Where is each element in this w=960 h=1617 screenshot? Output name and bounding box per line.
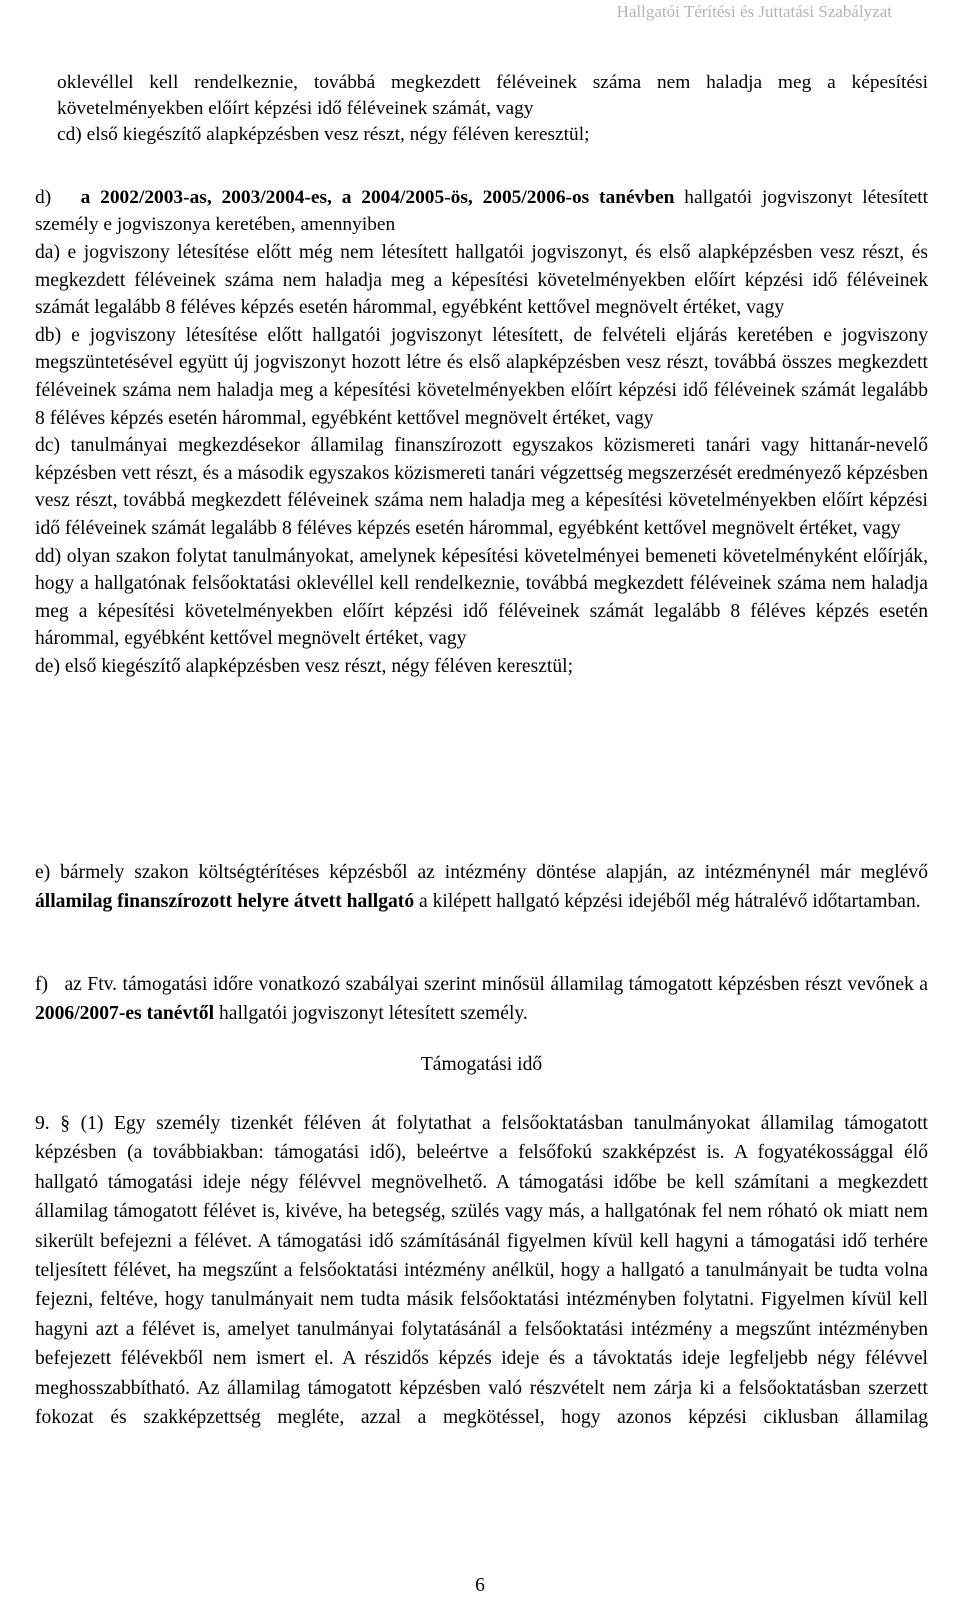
section-9 (35, 1109, 928, 1432)
item-e-bold: államilag finanszírozott helyre átvett hallgató (35, 891, 415, 912)
item-e-after: a kilépett hallgató képzési idejéből még hátralévő időtartamban. (414, 891, 921, 912)
item-f (35, 970, 928, 1028)
block-c-continuation (57, 70, 928, 148)
running-header: Hallgatói Térítési és Juttatási Szabályzat (616, 2, 892, 21)
item-f-after: hallgatói jogviszonyt létesített személy. (214, 1003, 528, 1024)
subitem-de: de) első kiegészítő alapképzésben vesz részt, négy féléven keresztül; (35, 655, 574, 677)
subitem-db: db) e jogviszony létesítése előtt hallgatói jogviszonyt létesített, de felvételi eljárás keretében e jogviszony megszüntetésével együtt új jogviszonyt hozott létre és első alapképzésben vesz részt, továbbá összes megkezdett féléveinek száma nem haladja meg a képesítési követelményekben előírt képzési idő féléveinek számát legalább 8 féléves képzés esetén hárommal, egyébként kettővel megnövelt értéket, vagy (35, 324, 928, 429)
paragraph-c-tail: oklevéllel kell rendelkeznie, továbbá megkezdett féléveinek száma nem haladja meg a képesítési követelményekben előírt képzési idő féléveinek számát, vagy (57, 72, 928, 119)
item-d-label: d) (35, 187, 52, 208)
section-heading: Támogatási idő (420, 1054, 543, 1075)
page-number: 6 (475, 1575, 485, 1596)
item-d-subitems (35, 239, 928, 681)
item-d-rest: hallgatói jogviszonyt létesített személy e jogviszonya keretében, amennyiben (35, 187, 928, 235)
subitem-dc: dc) tanulmányai megkezdésekor államilag finanszírozott egyszakos közismereti tanári vagy hittanár-nevelő képzésben vett részt, és a második egyszakos közismereti tanári végzettség megszerzését eredményező képzésben vesz részt, továbbá megkezdett féléveinek száma nem haladja meg a képesítési követelményekben előírt képzési idő féléveinek számát legalább 8 féléves képzés esetén hárommal, egyébként kettővel megnövelt értéket, vagy (35, 435, 928, 539)
subitem-da: da) e jogviszony létesítése előtt még nem létesített hallgatói jogviszonyt, és első alapképzésben vesz részt, és megkezdett féléveinek száma nem haladja meg a képesítési követelményekben előírt képzési idő féléveinek számát legalább 8 féléves képzés esetén hárommal, egyébként kettővel megnövelt értéket, vagy (35, 242, 928, 319)
item-e-before: e) bármely szakon költségtérítéses képzésből az intézmény döntése alapján, az intézménynél már meglévő (35, 862, 928, 883)
section-9-paragraph: 9. § (1) Egy személy tizenkét féléven át folytathat a felsőoktatásban tanulmányokat államilag támogatott képzésben (a továbbiakban: támogatási idő), beleértve a felsőfokú szakképzést is. A fogyatékossággal élő hallgató támogatási ideje négy félévvel megnövelhető. A támogatási időbe be kell számítani a megkezdett államilag támogatott félévet is, kivéve, ha betegség, szülés vagy más, a hallgatónak fel nem róható ok miatt nem sikerült befejezni a félévet. A támogatási idő számításánál figyelmen kívül kell hagyni a támogatási idő terhére teljesített félévet, ha megszűnt a felsőoktatási intézmény anélkül, hogy a hallgató a tanulmányait be tudta volna fejezni, feltéve, hogy tanulmányait nem tudta másik felsőoktatási intézményben folytatni. Figyelmen kívül kell hagyni azt a félévet is, amelyet tanulmányai folytatásánál a felsőoktatási intézmény a megszűnt intézményben befejezett félévekből nem ismert el. A részidős képzés ideje és a távoktatás ideje legfeljebb négy félévvel meghosszabbítható. Az államilag támogatott képzésben való részvételt nem zárja ki a felsőoktatásban szerzett fokozat és szakképzettség megléte, azzal a megkötéssel, hogy azonos képzési ciklusban államilag (35, 1113, 928, 1429)
item-e-text (35, 858, 928, 916)
item-d (35, 184, 928, 238)
item-f-text (35, 970, 928, 1028)
item-e (35, 858, 928, 916)
item-f-before: f) az Ftv. támogatási időre vonatkozó szabályai szerint minősül államilag támogatott képzésben részt vevőnek a (35, 974, 928, 995)
item-d-bold-years: a 2002/2003-as, 2003/2004-es, a 2004/2005-ös, 2005/2006-os tanévben (80, 187, 675, 208)
item-d-text (35, 184, 928, 238)
subitem-dd: dd) olyan szakon folytat tanulmányokat, amelynek képesítési követelményei bemeneti követelményként előírják, hogy a hallgatónak felsőoktatási oklevéllel kell rendelkeznie, továbbá megkezdett féléveinek száma nem haladja meg a képesítési követelményekben előírt képzési idő féléveinek számát legalább 8 féléves képzés esetén hárommal, egyébként kettővel megnövelt értéket, vagy (35, 545, 928, 650)
subitem-cd: cd) első kiegészítő alapképzésben vesz részt, négy féléven keresztül; (57, 124, 590, 145)
item-f-bold: 2006/2007-es tanévtől (35, 1003, 215, 1024)
